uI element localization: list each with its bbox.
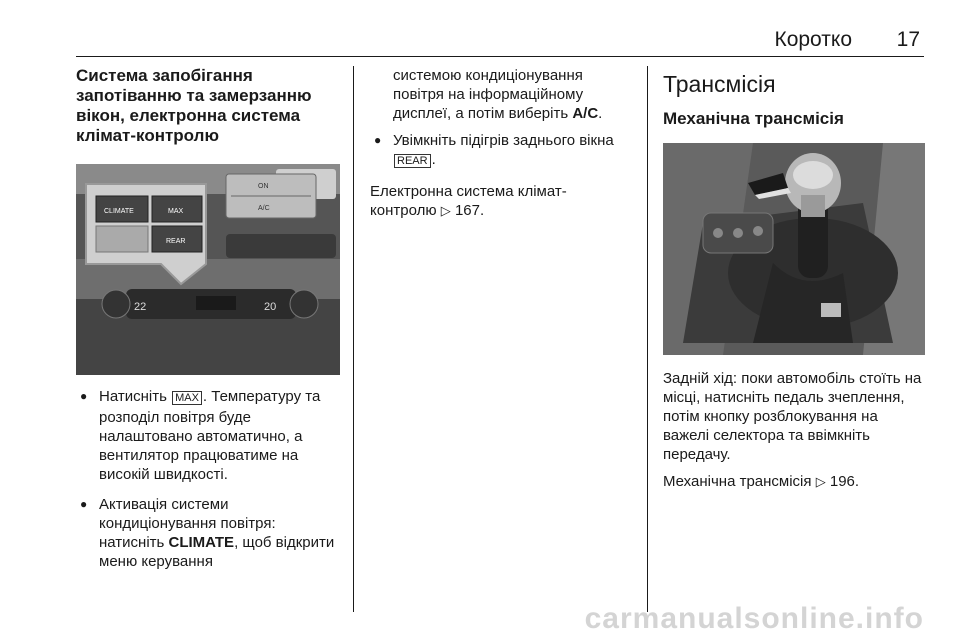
page-header-title: Коротко [774,28,852,51]
list-item: ● Активація системи кондиціонування повітря: натисніть CLIMATE, щоб відкрити меню керування [76,495,340,571]
climate-page-ref[interactable]: 167. [454,202,485,219]
bullet-list-2 [370,131,632,171]
header-rule [76,56,924,57]
transmission-page-ref[interactable]: 196. [829,473,860,490]
reverse-gear-instruction: Задній хід: поки автомобіль стоїть на місці, натисніть педаль зчеплення, потім кнопку розблокування на важелі селектора та ввімкніть передачу. [663,370,922,463]
max-defrost-icon: MAX [172,391,202,405]
climate-label: CLIMATE [104,208,134,215]
column-2 [370,66,632,220]
ref-arrow-icon: ▷ [440,203,451,218]
rear-defrost-icon: REAR [394,154,431,168]
gear-lever-photo [663,143,925,355]
column-3 [663,66,925,491]
cross-reference-transmission: Механічна трансмісія ▷ 196. [663,473,860,490]
climate-panel-illustration [76,164,340,375]
list-item: ● Увімкніть підігрів заднього вікна REAR . [370,131,632,171]
column-1 [76,66,340,582]
temp-left-label: 22 [134,301,147,313]
ref-arrow-icon: ▷ [815,474,826,489]
list-item: ● Натисніть MAX . Температуру та розподіл повітря буде налаштовано автоматично, а вентилятор працюватиме на високій швидкості. [76,387,340,484]
temp-right-label: 20 [264,301,277,313]
climate-control-photo [76,164,340,375]
bullet-continuation: системою кондиціонування повітря на інформаційному дисплеї, а потім виберіть A/C. [393,67,603,122]
column-divider-1 [353,66,354,612]
page-number: 17 [896,28,920,51]
cross-reference-climate: Електронна система клімат-контролю ▷ 167. [370,183,567,219]
transmission-title: Трансмісія [663,71,776,97]
column-divider-2 [647,66,648,612]
rear-label: REAR [166,238,186,245]
section-heading-defrost: Система запобігання запотіванню та замерзанню вікон, електронна система клімат-контролю [76,66,312,145]
watermark: carmanualsonline.info [584,602,924,635]
manual-transmission-subtitle: Механічна трансмісія [663,109,844,128]
max-label: MAX [168,208,184,215]
gear-lever-illustration [663,143,925,355]
on-label: ON [258,183,269,190]
bullet-list-1 [76,387,340,571]
ac-label: A/C [258,205,270,212]
